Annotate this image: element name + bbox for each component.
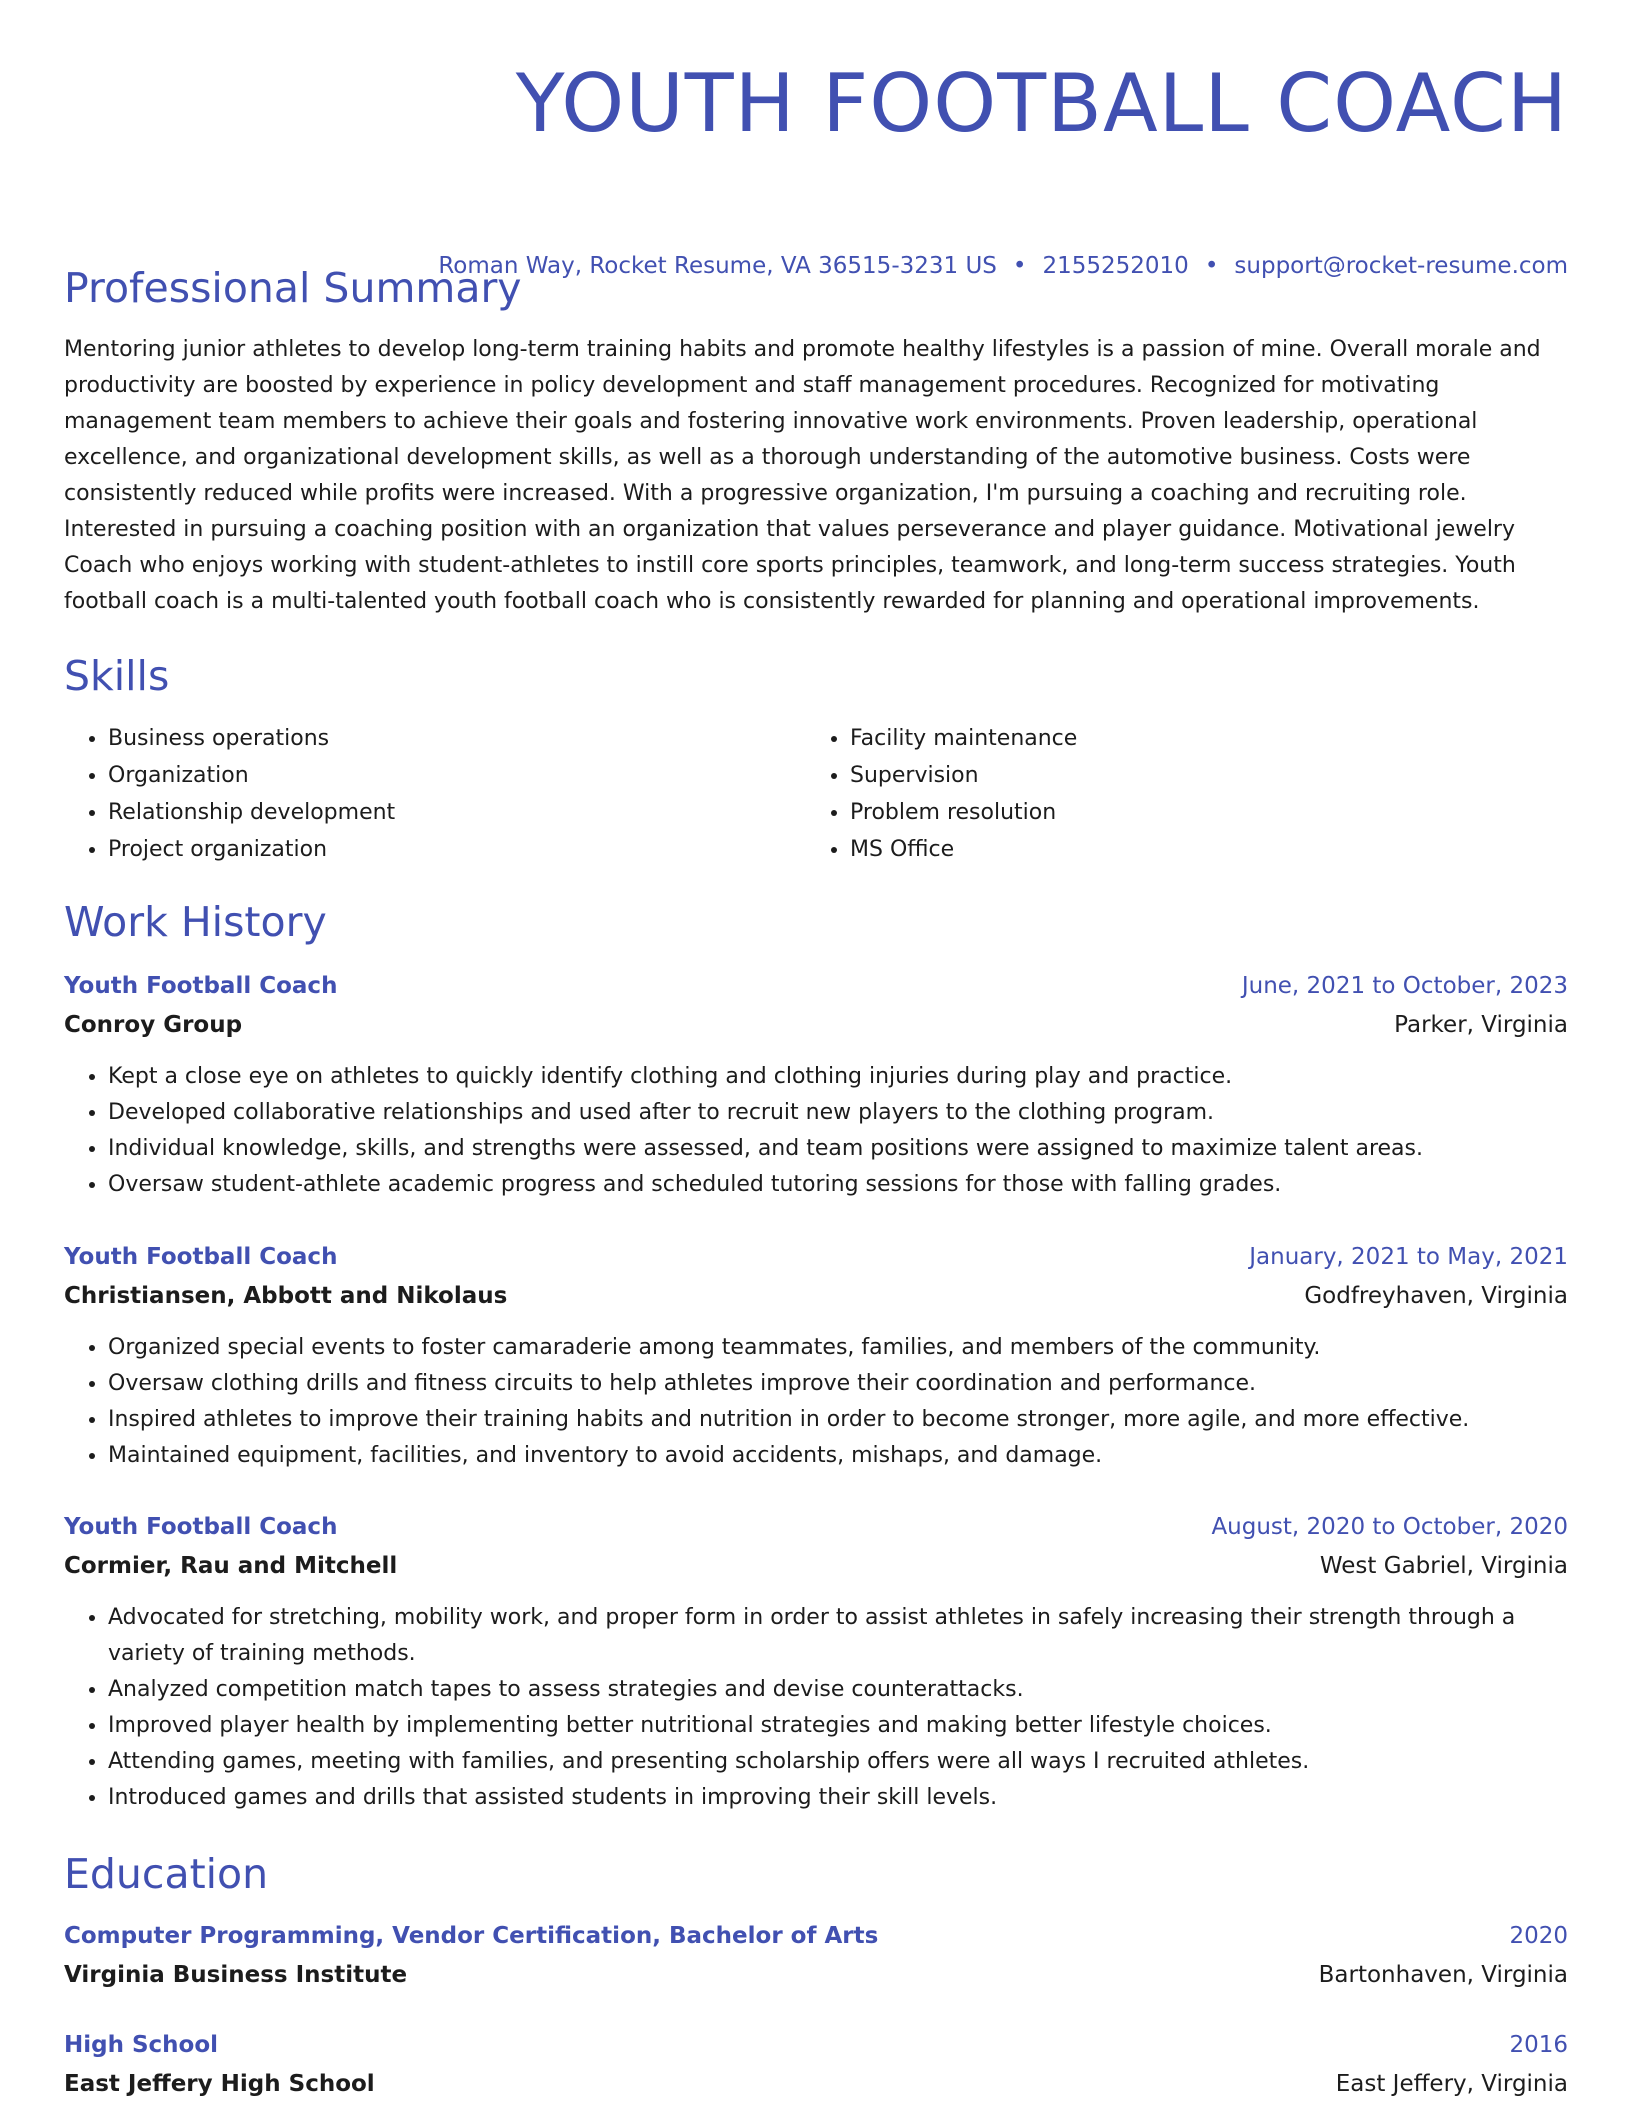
skill-item: • Facility maintenance <box>850 720 1548 757</box>
job-dates: August, 2020 to October, 2020 <box>1211 1514 1568 1540</box>
education-school: East Jeffery High School <box>64 2071 375 2097</box>
education-entry <box>64 2026 1568 2104</box>
skills-column-right <box>806 720 1548 868</box>
education-degree: High School <box>64 2032 219 2058</box>
separator: • <box>1204 253 1219 279</box>
skill-item: • MS Office <box>850 831 1548 868</box>
skill-item: • Organization <box>108 757 806 794</box>
section-title-work-history: Work History <box>64 898 327 946</box>
job-dates: January, 2021 to May, 2021 <box>1249 1244 1568 1270</box>
job-role: Youth Football Coach <box>64 973 338 999</box>
skills-column-left <box>64 720 806 868</box>
job-company: Conroy Group <box>64 1012 243 1038</box>
job-bullet: • Developed collaborative relationships and used after to recruit new players to the clothing program. <box>108 1095 1568 1131</box>
job-location: Parker, Virginia <box>1394 1012 1568 1038</box>
phone[interactable]: 2155252010 <box>1042 253 1189 279</box>
summary-text: Mentoring junior athletes to develop long-term training habits and promote healthy lifestyles is a passion of mine. Overall morale and productivity are boosted by experience in policy development and staff management procedures. Recognized for motivating management team members to achieve their goals and fostering innovative work environments. Proven leadership, operational excellence, and organizational development skills, as well as a thorough understanding of the automotive business. Costs were consistently reduced while profits were increased. With a progressive organization, I'm pursuing a coaching and recruiting role. Interested in pursuing a coaching position with an organization that values perseverance and player guidance. Motivational jewelry Coach who enjoys working with student-athletes to instill core sports principles, teamwork, and long-term success strategies. Youth football coach is a multi-talented youth football coach who is consistently rewarded for planning and operational improvements. <box>64 337 1541 614</box>
job-dates: June, 2021 to October, 2023 <box>1241 973 1568 999</box>
job-bullet: • Maintained equipment, facilities, and inventory to avoid accidents, mishaps, and damage. <box>108 1438 1568 1474</box>
job-role: Youth Football Coach <box>64 1244 338 1270</box>
section-title-skills: Skills <box>64 652 170 700</box>
job-bullet: • Oversaw student-athlete academic progress and scheduled tutoring sessions for those with falling grades. <box>108 1167 1568 1203</box>
job-location: West Gabriel, Virginia <box>1319 1553 1568 1579</box>
skill-item: • Project organization <box>108 831 806 868</box>
job-role: Youth Football Coach <box>64 1514 338 1540</box>
job-bullet: • Inspired athletes to improve their training habits and nutrition in order to become stronger, more agile, and more effective. <box>108 1402 1568 1438</box>
job-company: Christiansen, Abbott and Nikolaus <box>64 1283 508 1309</box>
education-year: 2016 <box>1509 2032 1568 2058</box>
job-entry <box>64 1508 1568 1816</box>
skill-item: • Problem resolution <box>850 794 1548 831</box>
section-title-education: Education <box>64 1850 269 1898</box>
address: Roman Way, Rocket Resume, VA 36515-3231 US <box>438 253 997 279</box>
job-bullet: • Organized special events to foster camaraderie among teammates, families, and members of the community. <box>108 1330 1568 1366</box>
candidate-title: YOUTH FOOTBALL COACH <box>515 57 1568 150</box>
job-bullets <box>64 1330 1568 1474</box>
job-bullets <box>64 1059 1568 1203</box>
job-bullet: • Improved player health by implementing better nutritional strategies and making better lifestyle choices. <box>108 1708 1568 1744</box>
job-company: Cormier, Rau and Mitchell <box>64 1553 398 1579</box>
job-entry <box>64 1238 1568 1474</box>
job-bullet: • Oversaw clothing drills and fitness circuits to help athletes improve their coordination and performance. <box>108 1366 1568 1402</box>
contact-line <box>438 248 1568 284</box>
skills-list <box>64 720 1568 868</box>
education-school: Virginia Business Institute <box>64 1962 408 1988</box>
skill-item: • Relationship development <box>108 794 806 831</box>
section-title-summary: Professional Summary <box>64 264 522 312</box>
job-bullet: • Introduced games and drills that assisted students in improving their skill levels. <box>108 1780 1568 1816</box>
job-entry <box>64 967 1568 1203</box>
job-bullet: • Individual knowledge, skills, and strengths were assessed, and team positions were assigned to maximize talent areas. <box>108 1131 1568 1167</box>
job-bullets <box>64 1600 1568 1816</box>
education-location: Bartonhaven, Virginia <box>1318 1962 1568 1988</box>
job-bullet: • Analyzed competition match tapes to assess strategies and devise counterattacks. <box>108 1672 1568 1708</box>
education-year: 2020 <box>1509 1923 1568 1949</box>
email[interactable]: support@rocket-resume.com <box>1234 253 1568 279</box>
job-bullet: • Advocated for stretching, mobility work, and proper form in order to assist athletes in safely increasing their strength through a variety of training methods. <box>108 1600 1568 1672</box>
job-location: Godfreyhaven, Virginia <box>1304 1283 1568 1309</box>
job-bullet: • Attending games, meeting with families, and presenting scholarship offers were all ways I recruited athletes. <box>108 1744 1568 1780</box>
skill-item: • Business operations <box>108 720 806 757</box>
skill-item: • Supervision <box>850 757 1548 794</box>
education-entry <box>64 1917 1568 1995</box>
education-location: East Jeffery, Virginia <box>1335 2071 1568 2097</box>
job-bullet: • Kept a close eye on athletes to quickly identify clothing and clothing injuries during play and practice. <box>108 1059 1568 1095</box>
education-degree: Computer Programming, Vendor Certification, Bachelor of Arts <box>64 1923 879 1949</box>
separator: • <box>1012 253 1027 279</box>
